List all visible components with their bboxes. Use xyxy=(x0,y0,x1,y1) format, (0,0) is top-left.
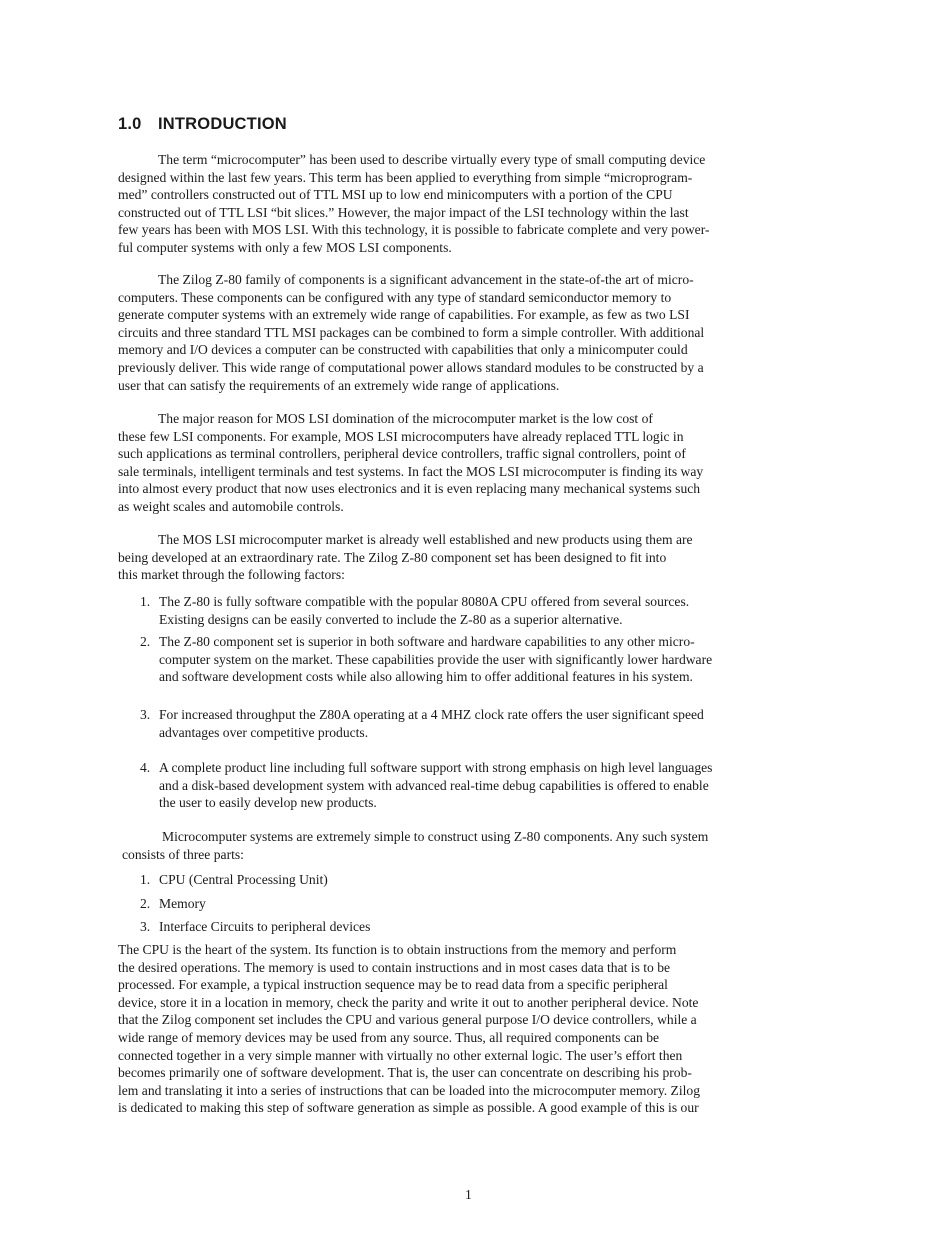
text-line: designed within the last few years. This term has been applied to everything from simple “microprogram- xyxy=(118,169,693,185)
paragraph-system-parts xyxy=(122,828,822,863)
list-item-number: 4. xyxy=(140,760,151,775)
text-line: such applications as terminal controllers, peripheral device controllers, traffic signal controllers, point of xyxy=(118,446,686,462)
list-item-number: 3. xyxy=(140,707,151,722)
list-item-number: 2. xyxy=(140,634,151,649)
text-line: the desired operations. The memory is used to contain instructions and in most cases data that is to be xyxy=(118,959,671,975)
list-item xyxy=(140,593,689,628)
list-item-number: 1. xyxy=(140,872,151,887)
text-line: Existing designs can be easily converted to include the Z-80 as a superior alternative. xyxy=(159,611,623,627)
text-line: Microcomputer systems are extremely simple to construct using Z-80 components. Any such system xyxy=(162,829,709,844)
text-line: CPU (Central Processing Unit) xyxy=(159,872,328,887)
paragraph-market-factors xyxy=(118,531,818,584)
list-item-number: 3. xyxy=(140,919,151,934)
text-line: med” controllers constructed out of TTL MSI up to low end minicomputers with a portion of the CPU xyxy=(118,187,673,203)
text-line: advantages over competitive products. xyxy=(159,724,369,740)
list-item-number: 2. xyxy=(140,896,151,911)
text-line: memory and I/O devices a computer can be constructed with capabilities that only a minicomputer could xyxy=(118,342,688,358)
text-line: Interface Circuits to peripheral devices xyxy=(159,919,371,934)
text-line: as weight scales and automobile controls. xyxy=(118,498,344,514)
text-line: circuits and three standard TTL MSI packages can be combined to form a simple controller. With additional xyxy=(118,324,705,340)
text-line: The Z-80 is fully software compatible with the popular 8080A CPU offered from several sources. xyxy=(159,594,690,609)
paragraph-microcomputer-term xyxy=(118,151,818,257)
text-line: that the Zilog component set includes the CPU and various general purpose I/O device controllers, while a xyxy=(118,1012,697,1028)
text-line: this market through the following factors: xyxy=(118,567,345,583)
text-line: processed. For example, a typical instruction sequence may be to read data from a specific peripheral xyxy=(118,977,668,993)
text-line: and a disk-based development system with advanced real-time debug capabilities is offered to enable xyxy=(159,777,709,793)
paragraph-mos-lsi-domination xyxy=(118,410,818,516)
text-line: generate computer systems with an extremely wide range of capabilities. For example, as few as two LSI xyxy=(118,307,690,323)
paragraph-cpu xyxy=(118,941,838,1117)
text-line: the user to easily develop new products. xyxy=(159,795,377,811)
text-line: and software development costs while also allowing him to offer additional features in his system. xyxy=(159,669,693,685)
text-line: The Zilog Z-80 family of components is a significant advancement in the state-of-the art of micro- xyxy=(158,272,694,287)
text-line: The MOS LSI microcomputer market is already well established and new products using them are xyxy=(158,532,693,547)
text-line: The CPU is the heart of the system. Its function is to obtain instructions from the memory and perform xyxy=(118,942,677,957)
text-line: being developed at an extraordinary rate. The Zilog Z-80 component set has been designed to fit into xyxy=(118,549,667,565)
list-item xyxy=(140,871,328,889)
text-line: ful computer systems with only a few MOS LSI components. xyxy=(118,239,452,255)
text-line: sale terminals, intelligent terminals and test systems. In fact the MOS LSI microcomputer is finding its way xyxy=(118,463,704,479)
text-line: lem and translating it into a series of instructions that can be loaded into the microcomputer memory. Zilog xyxy=(118,1082,700,1098)
list-item xyxy=(140,633,712,686)
list-item xyxy=(140,918,370,936)
text-line: Memory xyxy=(159,896,206,911)
text-line: For increased throughput the Z80A operating at a 4 MHZ clock rate offers the user significant speed xyxy=(159,707,704,722)
text-line: The Z-80 component set is superior in both software and hardware capabilities to any other micro- xyxy=(159,634,695,649)
text-line: few years has been with MOS LSI. With this technology, it is possible to fabricate complete and very power- xyxy=(118,222,710,238)
text-line: these few LSI components. For example, MOS LSI microcomputers have already replaced TTL logic in xyxy=(118,428,684,444)
list-item xyxy=(140,759,712,812)
text-line: becomes primarily one of software development. That is, the user can concentrate on describing his prob- xyxy=(118,1065,692,1081)
text-line: computer system on the market. These capabilities provide the user with significantly lower hardware xyxy=(159,651,713,667)
text-line: consists of three parts: xyxy=(122,846,244,862)
paragraph-z80-family xyxy=(118,271,818,394)
text-line: The major reason for MOS LSI domination of the microcomputer market is the low cost of xyxy=(158,411,653,426)
text-line: user that can satisfy the requirements of an extremely wide range of applications. xyxy=(118,377,560,393)
section-heading xyxy=(118,115,287,134)
text-line: into almost every product that now uses electronics and it is even replacing many mechanical systems such xyxy=(118,481,701,497)
section-number: 1.0 xyxy=(118,115,142,133)
section-title: INTRODUCTION xyxy=(158,115,287,133)
list-item xyxy=(140,895,206,913)
text-line: A complete product line including full software support with strong emphasis on high level languages xyxy=(159,760,713,775)
text-line: is dedicated to making this step of software generation as simple as possible. A good example of this is our xyxy=(118,1100,699,1116)
list-item xyxy=(140,706,704,741)
text-line: constructed out of TTL LSI “bit slices.” However, the major impact of the LSI technology within the last xyxy=(118,204,689,220)
text-line: wide range of memory devices may be used from any source. Thus, all required components can be xyxy=(118,1029,660,1045)
text-line: connected together in a very simple manner with virtually no other external logic. The user’s effort then xyxy=(118,1047,683,1063)
text-line: device, store it in a location in memory, check the parity and write it out to another peripheral device. Note xyxy=(118,994,699,1010)
text-line: computers. These components can be configured with any type of standard semiconductor memory to xyxy=(118,289,672,305)
list-item-number: 1. xyxy=(140,594,151,609)
page-number: 1 xyxy=(465,1187,472,1202)
text-line: previously deliver. This wide range of computational power allows standard modules to be constructed by a xyxy=(118,359,704,375)
text-line: The term “microcomputer” has been used to describe virtually every type of small computing device xyxy=(158,152,706,167)
